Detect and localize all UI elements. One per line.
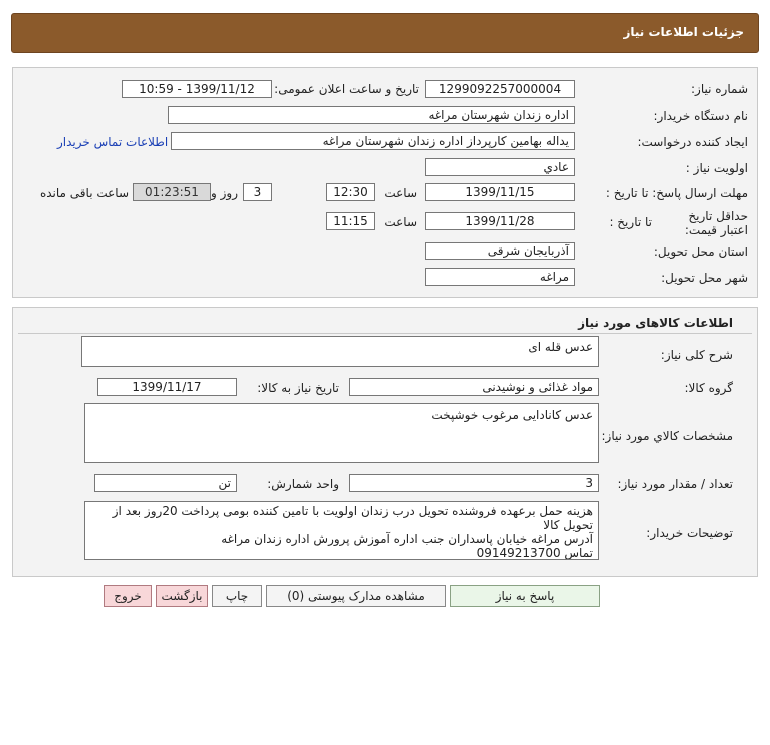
page-header	[11, 13, 759, 53]
unit-field: تن	[94, 474, 237, 492]
section-divider	[18, 333, 752, 334]
buyer-contact-link[interactable]: اطلاعات تماس خریدار	[57, 135, 169, 149]
specs-field: عدس کانادایی مرغوب خوشپخت	[84, 403, 599, 463]
validity-label: حداقل تاریخ اعتبار قیمت:	[684, 209, 748, 237]
deadline-time-field: 12:30	[326, 183, 375, 201]
unit-label: واحد شمارش:	[267, 477, 339, 491]
requester-field: یداله بهامین کارپرداز اداره زندان شهرستان مراغه	[171, 132, 575, 150]
quantity-label: تعداد / مقدار مورد نیاز:	[617, 477, 733, 491]
province-label: استان محل تحویل:	[653, 245, 748, 259]
need-date-label: تاریخ نیاز به کالا:	[257, 381, 339, 395]
goods-section-title: اطلاعات کالاهای مورد نیاز	[578, 316, 733, 330]
group-label: گروه کالا:	[684, 381, 733, 395]
province-field: آذربایجان شرقی	[425, 242, 575, 260]
buyer-notes-label: توضیحات خریدار:	[646, 526, 733, 540]
validity-to-label: تا تاریخ :	[609, 215, 652, 229]
description-field: عدس قله ای	[81, 336, 599, 367]
buyer-notes-line: آدرس مراغه خیابان پاسداران جنب اداره آموزش پرورش اداره زندان مراغه	[221, 532, 593, 546]
city-label: شهر محل تحویل:	[661, 271, 748, 285]
reply-button[interactable]: پاسخ به نیاز	[450, 585, 600, 607]
need-number-field: 1299092257000004	[425, 80, 575, 98]
need-info-panel	[12, 67, 758, 298]
deadline-date-field: 1399/11/15	[425, 183, 575, 201]
requester-label: ایجاد کننده درخواست:	[637, 135, 748, 149]
attachments-button[interactable]: مشاهده مدارک پیوستی (0)	[266, 585, 446, 607]
page-title: جزئیات اطلاعات نیاز	[623, 25, 744, 39]
remaining-time-field: 01:23:51	[133, 183, 211, 201]
group-field: مواد غذائی و نوشیدنی	[349, 378, 599, 396]
days-field: 3	[243, 183, 272, 201]
days-label: روز و	[211, 186, 238, 200]
priority-field: عادي	[425, 158, 575, 176]
print-button[interactable]: چاپ	[212, 585, 262, 607]
city-field: مراغه	[425, 268, 575, 286]
remaining-label: ساعت باقی مانده	[39, 186, 129, 200]
validity-time-label: ساعت	[384, 215, 417, 229]
announce-label: تاریخ و ساعت اعلان عمومی:	[274, 82, 419, 96]
buyer-notes-line: هزینه حمل برعهده فروشنده تحویل درب زندان اولویت با تامین کننده بومی پرداخت 20روز بعد از تحویل کالا	[112, 504, 593, 532]
quantity-field: 3	[349, 474, 599, 492]
need-number-label: شماره نیاز:	[691, 82, 748, 96]
buyer-org-label: نام دستگاه خریدار:	[653, 109, 748, 123]
announce-field: 1399/11/12 - 10:59	[122, 80, 272, 98]
back-button[interactable]: بازگشت	[156, 585, 208, 607]
validity-date-field: 1399/11/28	[425, 212, 575, 230]
priority-label: اولویت نیاز :	[685, 161, 748, 175]
validity-time-field: 11:15	[326, 212, 375, 230]
specs-label: مشخصات کالاي مورد نیاز:	[601, 429, 733, 443]
description-label: شرح کلی نیاز:	[660, 348, 733, 362]
deadline-label: مهلت ارسال پاسخ: تا تاریخ :	[605, 186, 748, 200]
buyer-notes-line: تماس 09149213700	[476, 546, 593, 560]
need-date-field: 1399/11/17	[97, 378, 237, 396]
exit-button[interactable]: خروج	[104, 585, 152, 607]
buyer-org-field: اداره زندان شهرستان مراغه	[168, 106, 575, 124]
deadline-time-label: ساعت	[384, 186, 417, 200]
buyer-notes-field	[84, 501, 599, 560]
